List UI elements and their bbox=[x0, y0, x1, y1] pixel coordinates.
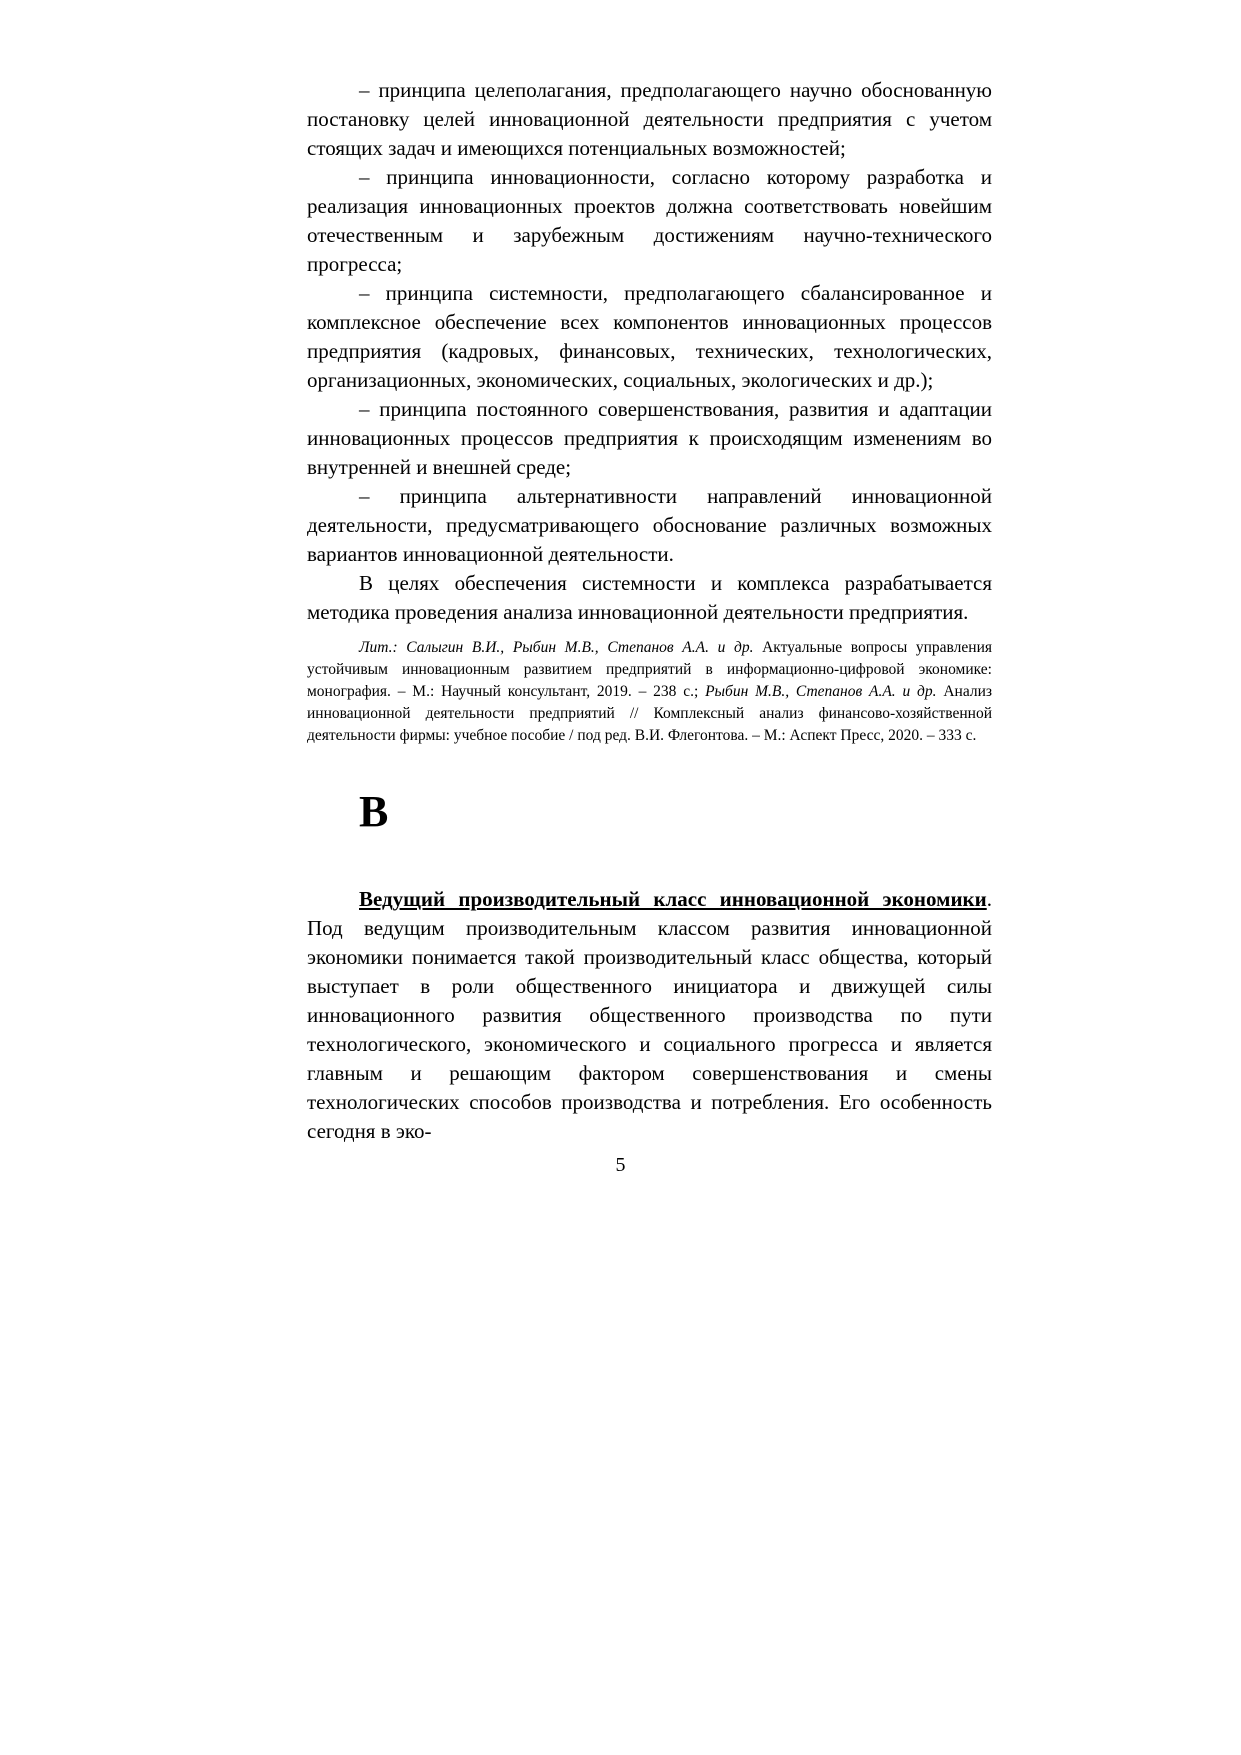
closing-paragraph: В целях обеспечения системности и комплекса разрабатывается методика проведения анализа инновационной деятельности предприятия. bbox=[307, 571, 992, 624]
reference-authors-1: Лит.: Салыгин В.И., Рыбин М.В., Степанов А.А. и др. bbox=[359, 639, 754, 656]
list-item: – принципа инновационности, согласно которому разработка и реализация инновационных проектов должна соответствовать новейшим отечественным и зарубежным достижениям научно-технического прогресса; bbox=[307, 165, 992, 276]
page-number: 5 bbox=[615, 1154, 626, 1176]
section-letter: В bbox=[359, 787, 389, 836]
reference-text-1: Актуальные вопросы управления устойчивым инновационным развитием предприятий в информационно-цифровой экономике: монография. – М.: Научный консультант, 2019. – 238 с.; bbox=[307, 639, 993, 700]
reference-text-2: Анализ инновационной деятельности предприятий // Комплексный анализ финансово-хозяйственной деятельности фирмы: учебное пособие / под ред. В.И. Флегонтова. – М.: Аспект Пресс, 2020. – 333 с. bbox=[307, 683, 992, 744]
list-item: – принципа целеполагания, предполагающего научно обоснованную постановку целей инновационной деятельности предприятия с учетом стоящих задач и имеющихся потенциальных возможностей; bbox=[307, 78, 992, 160]
term-entry bbox=[307, 885, 992, 1146]
term-heading: Ведущий производительный класс инновационной экономики bbox=[359, 887, 987, 911]
term-period: . bbox=[986, 887, 992, 911]
page-content bbox=[307, 76, 992, 1146]
list-item: – принципа альтернативности направлений инновационной деятельности, предусматривающего обоснование различных возможных вариантов инновационной деятельности. bbox=[307, 484, 992, 566]
list-item: – принципа постоянного совершенствования, развития и адаптации инновационных процессов предприятия к происходящим изменениям во внутренней и внешней среде; bbox=[307, 397, 992, 479]
list-item: – принципа системности, предполагающего сбалансированное и комплексное обеспечение всех компонентов инновационных процессов предприятия (кадровых, финансовых, технических, технологических, организационных, экономических, социальных, экологических и др.); bbox=[307, 281, 992, 392]
references bbox=[307, 637, 992, 747]
term-body: Под ведущим производительным классом развития инновационной экономики понимается такой производительный класс общества, который выступает в роли общественного инициатора и движущей силы инновационного развития общественного производства по пути технологического, экономического и социального прогресса и является главным и решающим фактором совершенствования и смены технологических способов производства и потребления. Его особенность сегодня в эко- bbox=[307, 916, 992, 1143]
reference-authors-2: Рыбин М.В., Степанов А.А. и др. bbox=[705, 683, 937, 700]
